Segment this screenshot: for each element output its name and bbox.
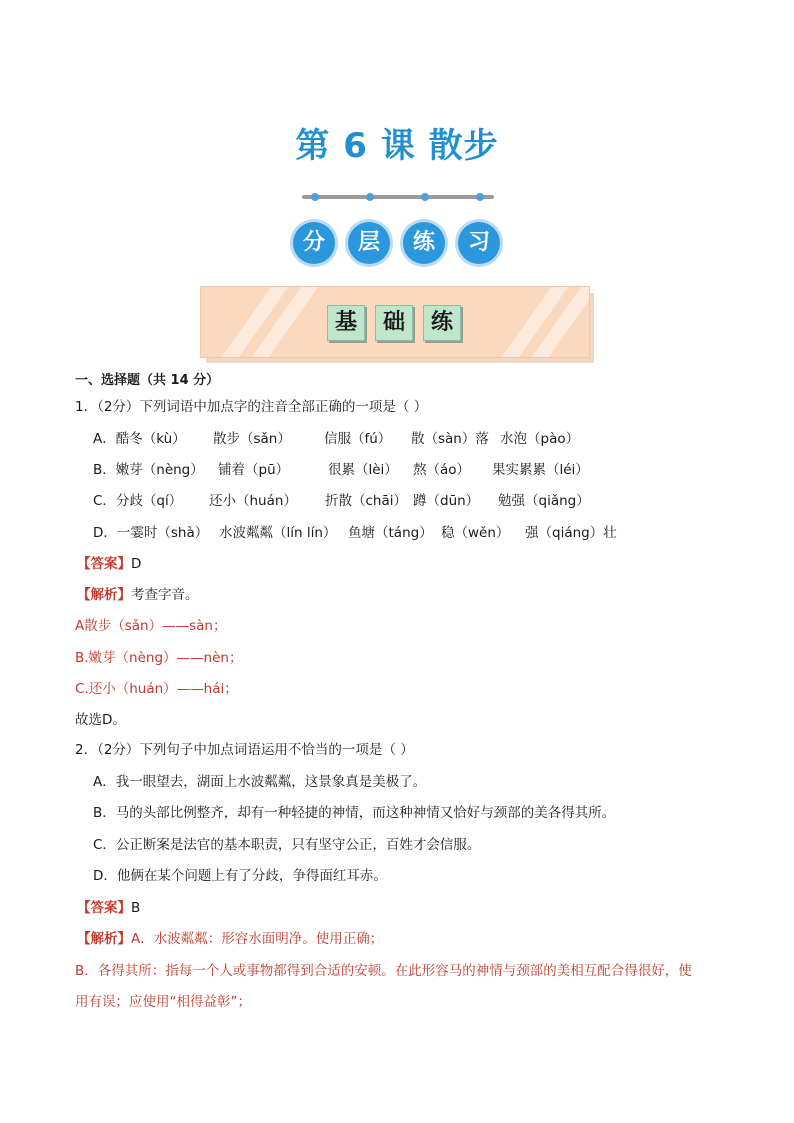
pin-dot-icon bbox=[311, 193, 319, 201]
q1-note-c: C.还小（huán）——hái； bbox=[75, 681, 238, 697]
analysis-label: 【解析】 bbox=[77, 587, 131, 603]
badge-lian: 练 bbox=[403, 222, 445, 264]
q2-option-d: D．他俩在某个问题上有了分歧，争得面红耳赤。 bbox=[93, 868, 387, 884]
pin-dot-icon bbox=[476, 193, 484, 201]
analysis-label: 【解析】 bbox=[77, 931, 131, 947]
answer-value: B bbox=[131, 900, 141, 916]
level-banner bbox=[200, 286, 590, 358]
badge-ceng: 层 bbox=[348, 222, 390, 264]
q2-option-b: B．马的头部比例整齐，却有一种轻捷的神情，而这种神情又恰好与颈部的美各得其所。 bbox=[93, 805, 616, 821]
analysis-text: A．水波粼粼：形容水面明净。使用正确； bbox=[131, 931, 384, 947]
q2-analysis bbox=[77, 927, 383, 947]
banner-char-lian: 练 bbox=[423, 305, 461, 341]
banner-char-ji: 基 bbox=[327, 305, 365, 341]
q1-analysis bbox=[77, 583, 199, 603]
badge-xi: 习 bbox=[458, 222, 500, 264]
banner-char-chu: 础 bbox=[375, 305, 413, 341]
answer-value: D bbox=[131, 556, 142, 572]
analysis-text: 考查字音。 bbox=[131, 587, 199, 603]
q1-note-a: A散步（sǎn）——sàn； bbox=[75, 618, 227, 634]
q1-conclusion: 故选D。 bbox=[75, 712, 126, 728]
q2-option-a: A．我一眼望去，湖面上水波粼粼，这景象真是美极了。 bbox=[93, 774, 427, 790]
q1-stem: 1．（2分）下列词语中加点字的注音全部正确的一项是（ ） bbox=[75, 399, 428, 415]
q2-note-b-line1: B．各得其所：指每一个人或事物都得到合适的安顿。在此形容马的神情与颈部的美相互配合得很好，使 bbox=[75, 963, 692, 979]
section-heading: 一、选择题（共 14 分） bbox=[75, 373, 220, 388]
q1-note-b: B.嫩芽（nèng）——nèn； bbox=[75, 650, 243, 666]
pin-dot-icon bbox=[421, 193, 429, 201]
q2-note-b-line2: 用有误；应使用“相得益彰”； bbox=[75, 994, 251, 1010]
badge-fen: 分 bbox=[293, 222, 335, 264]
q2-stem: 2．（2分）下列句子中加点词语运用不恰当的一项是（ ） bbox=[75, 742, 414, 758]
q2-option-c: C．公正断案是法官的基本职责，只有坚守公正，百姓才会信服。 bbox=[93, 837, 481, 853]
answer-label: 【答案】 bbox=[77, 556, 131, 572]
decorative-bar bbox=[302, 195, 494, 199]
pin-dot-icon bbox=[366, 193, 374, 201]
q1-answer bbox=[77, 552, 141, 572]
answer-label: 【答案】 bbox=[77, 900, 131, 916]
lesson-title: 第 6 课 散步 bbox=[295, 126, 499, 166]
q2-answer bbox=[77, 896, 140, 916]
